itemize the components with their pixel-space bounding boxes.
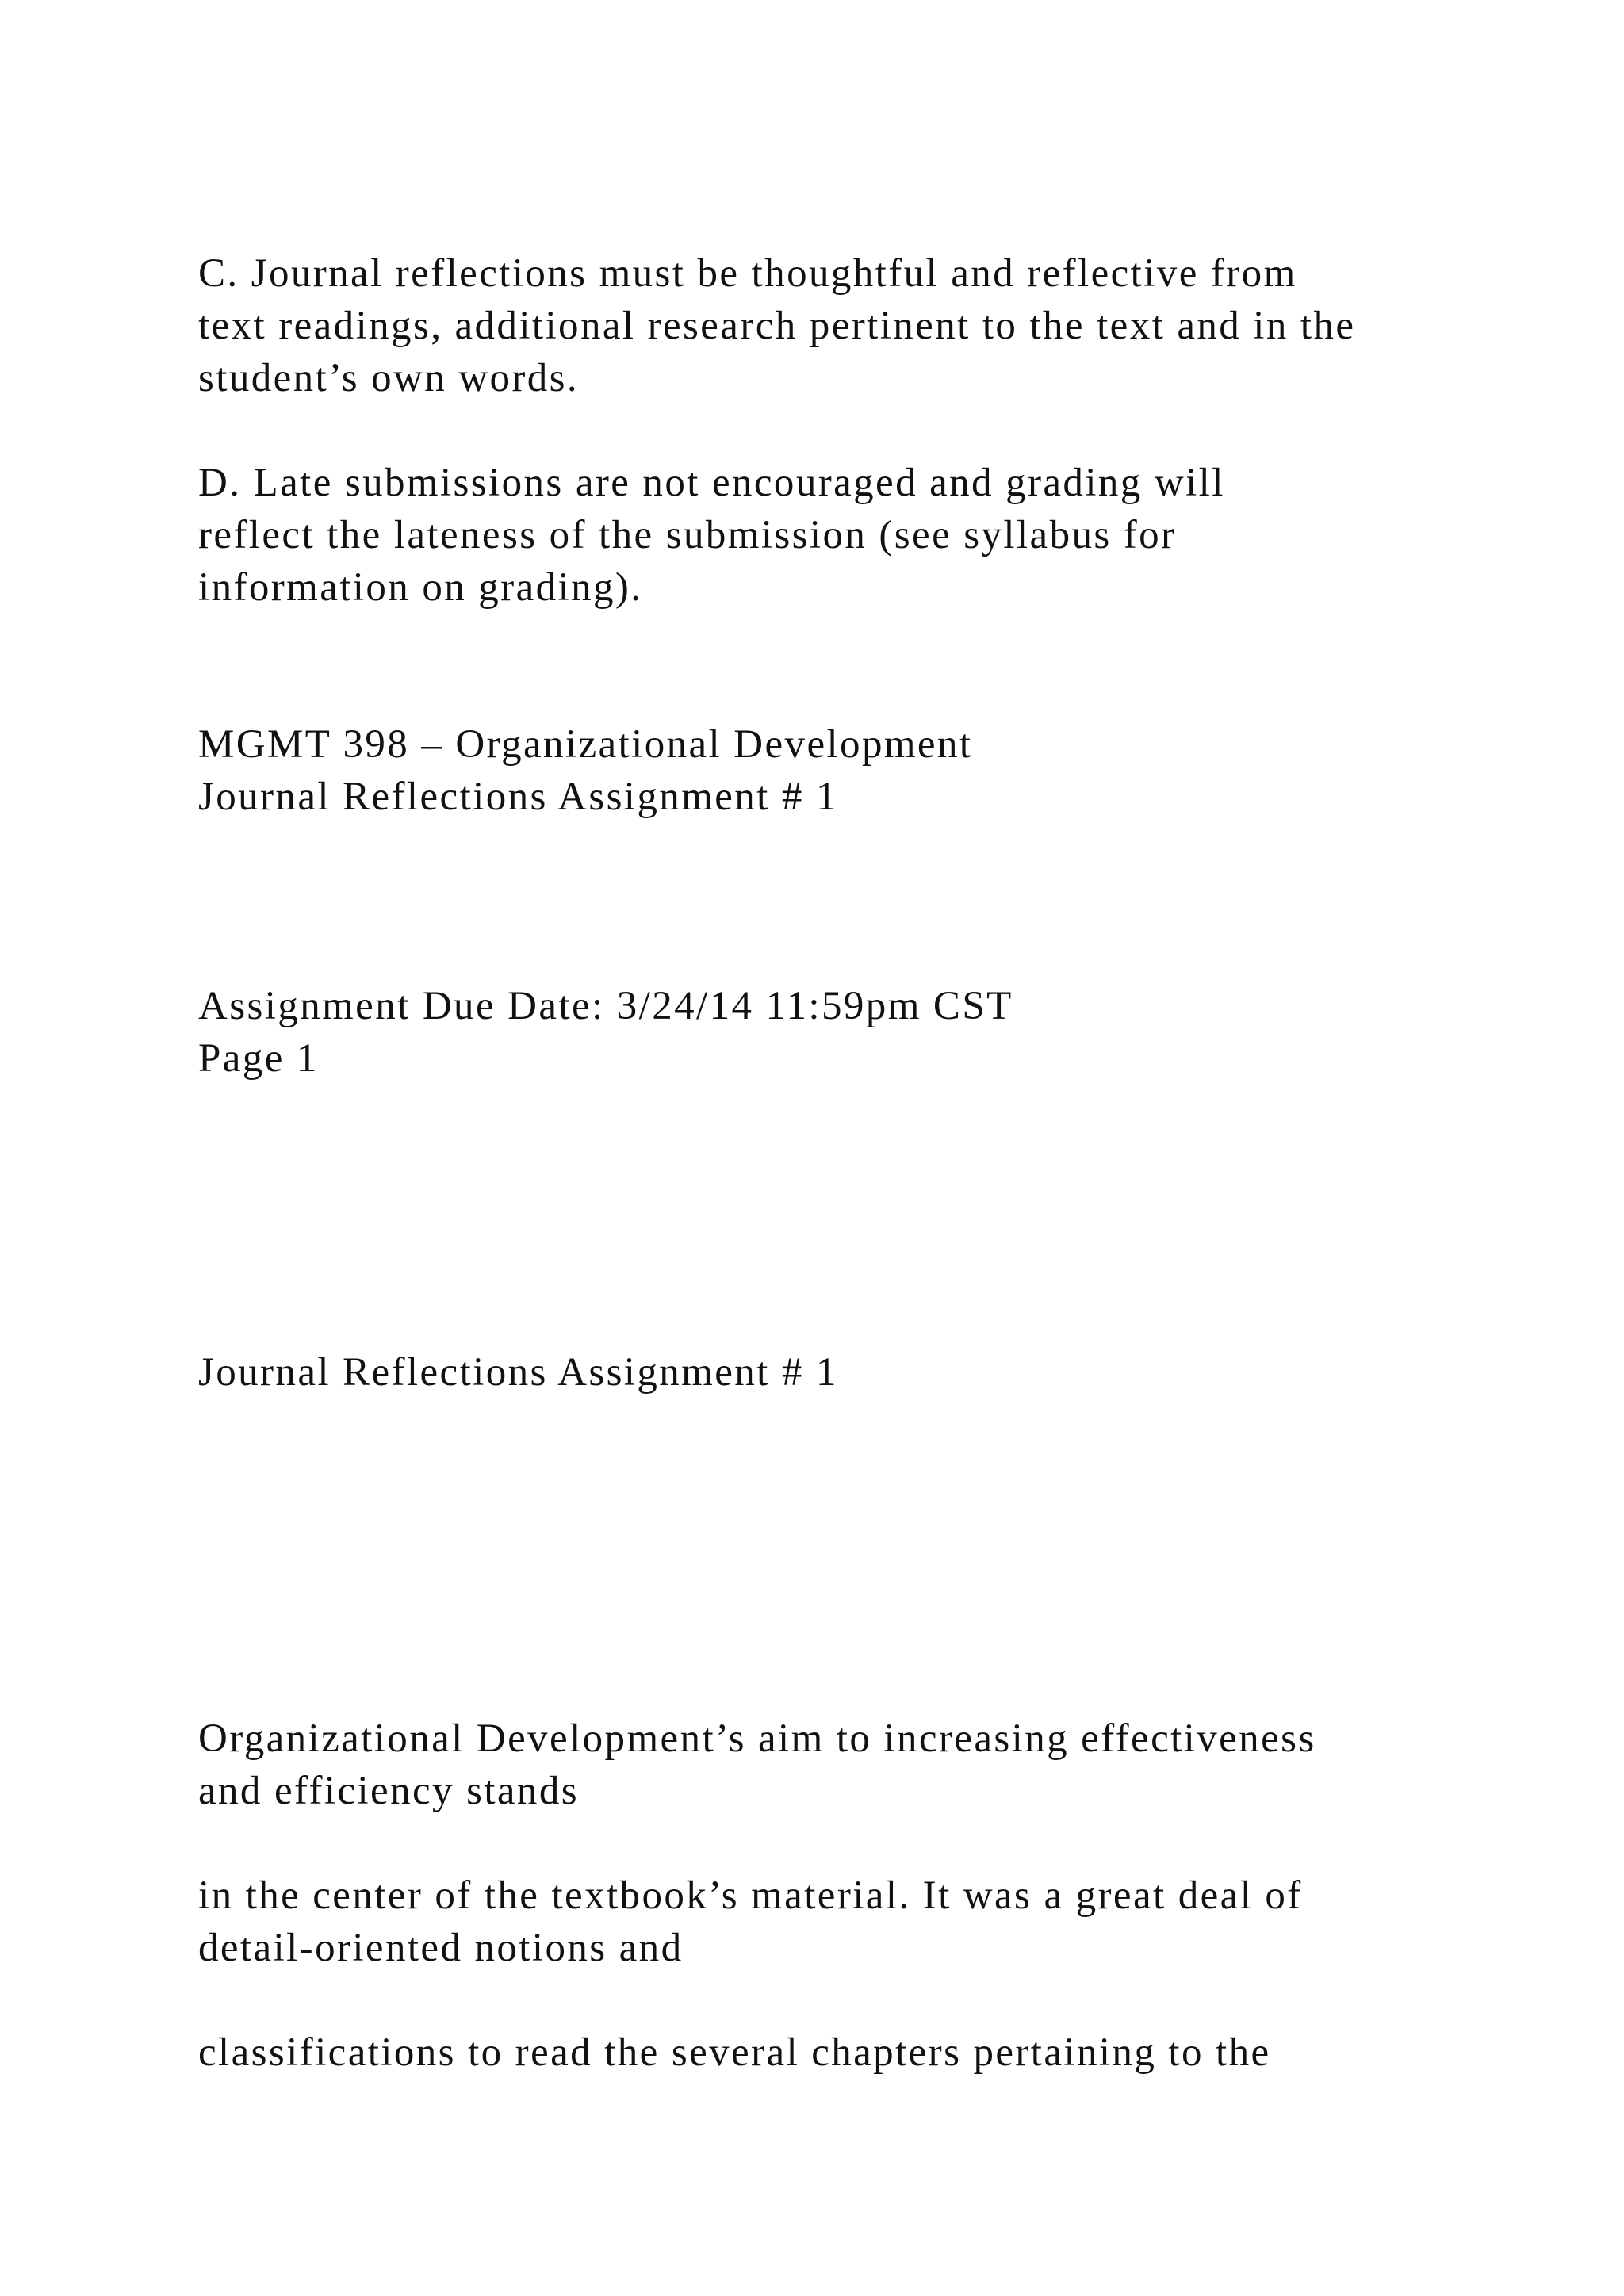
body-paragraph-3-line-1: classifications to read the several chapters pertaining to the <box>198 2030 1271 2075</box>
para-d-line-3: information on grading). <box>198 565 643 610</box>
para-d-line-2: reflect the lateness of the submission (see syllabus for <box>198 513 1177 557</box>
course-title: MGMT 398 – Organizational Development <box>198 722 973 767</box>
page-number: Page 1 <box>198 1036 319 1081</box>
body-paragraph-2-line-2: detail-oriented notions and <box>198 1926 684 1970</box>
assignment-title: Journal Reflections Assignment # 1 <box>198 1350 838 1395</box>
para-c-line-1: C. Journal reflections must be thoughtful and reflective from <box>198 251 1297 296</box>
body-paragraph-1-line-1: Organizational Development’s aim to increasing effectiveness <box>198 1716 1316 1761</box>
assignment-heading: Journal Reflections Assignment # 1 <box>198 775 838 819</box>
para-c-line-3: student’s own words. <box>198 356 580 400</box>
due-date: Assignment Due Date: 3/24/14 11:59pm CST <box>198 984 1013 1028</box>
para-c-line-2: text readings, additional research pertinent to the text and in the <box>198 304 1356 348</box>
para-d-line-1: D. Late submissions are not encouraged and grading will <box>198 461 1225 505</box>
body-paragraph-2-line-1: in the center of the textbook’s material. It was a great deal of <box>198 1873 1303 1918</box>
body-paragraph-1-line-2: and efficiency stands <box>198 1769 579 1813</box>
